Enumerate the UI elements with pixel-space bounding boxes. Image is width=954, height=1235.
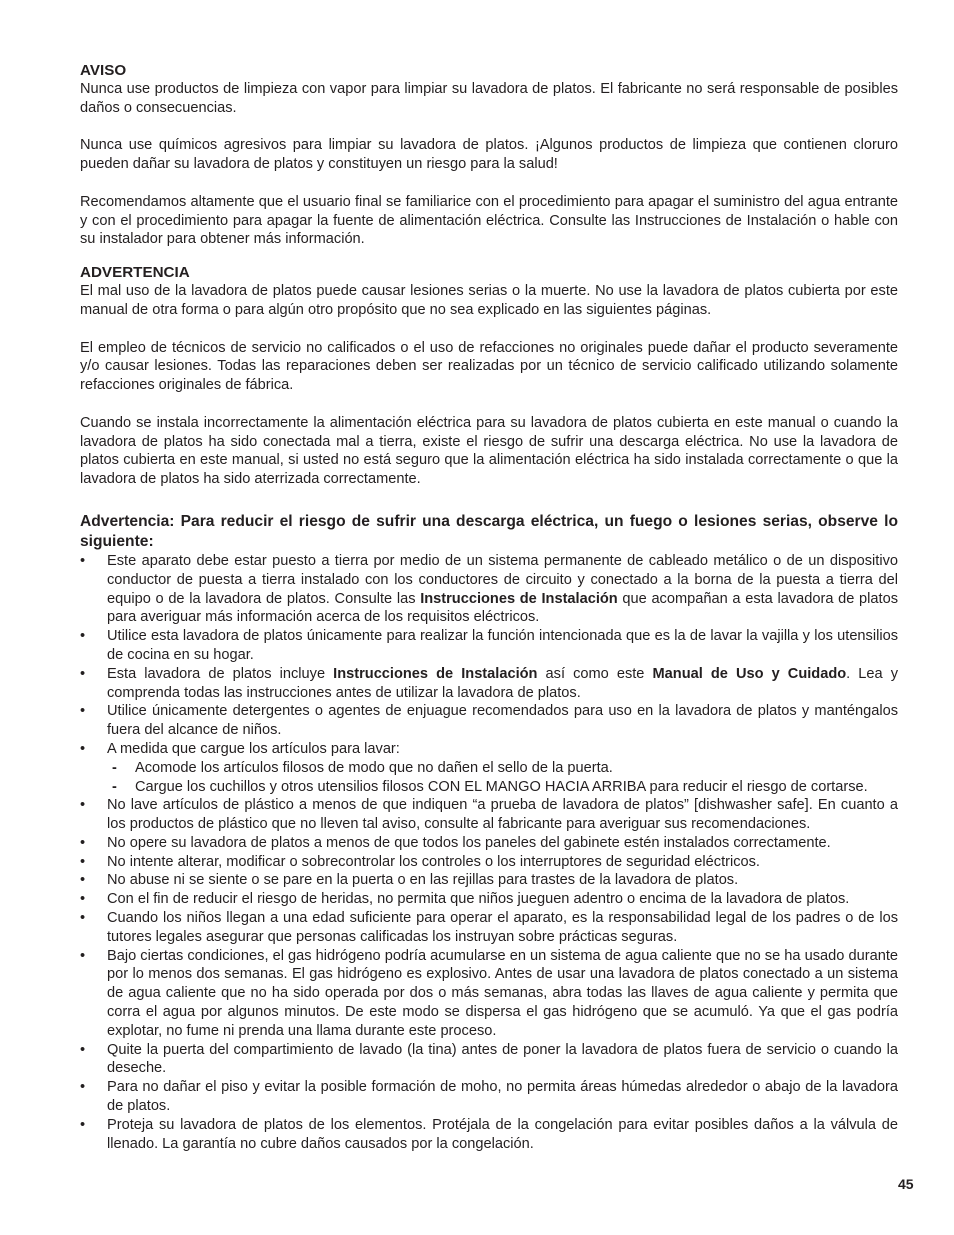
list-item: • Con el fin de reducir el riesgo de heridas, no permita que niños jueguen adentro o encima de la lavadora de platos. [80,891,850,908]
document-page [80,62,898,1153]
list-item: • Esta lavadora de platos incluye Instrucciones de Instalación así como este Manual de Uso y Cuidado. Lea y comprenda todas las instrucciones antes de utilizar la lavadora de platos. [80,665,899,701]
bold-ref-manual: Manual de Uso y Cuidado [652,665,847,682]
bullet-marker: • [80,703,86,720]
bold-ref-install: Instrucciones de Instalación [333,665,538,682]
advertencia-heading: ADVERTENCIA [80,264,190,282]
list-item: • Quite la puerta del compartimiento de lavado (la tina) antes de poner la lavadora de platos fuera de servicio o cuando la deseche. [80,1041,898,1077]
bullet-marker: • [80,740,86,757]
bullet-marker: • [80,947,86,964]
warning-list [80,552,898,1154]
list-item: • Bajo ciertas condiciones, el gas hidrógeno podría acumularse en un sistema de agua caliente que no se ha usado durante por lo menos dos semanas. El gas hidrógeno es explosivo. Antes de usar una lavadora de platos conectado a un sistema de agua caliente que no ha sido operada por dos o más semanas, abra todas las llaves de agua caliente y permita que corra el agua por algunos minutos. De este modo se dispersa el gas hidrógeno que se acumuló. Ya que el gas podría explotar, no fume ni prenda una llama durante este proceso. [80,947,898,1039]
bullet-marker: • [80,628,86,645]
page-number: 45 [898,1176,914,1192]
bullet-marker: • [80,1041,86,1058]
list-item: • No opere su lavadora de platos a menos de que todos los paneles del gabinete estén instalados correctamente. [80,834,831,851]
bullet-marker: • [80,1079,86,1096]
list-item: • Cuando los niños llegan a una edad suficiente para operar el aparato, es la responsabilidad legal de los padres o de los tutores legales asegurar que personas calificadas los instruyan sobre prácticas seguras. [80,910,898,945]
list-item: • No intente alterar, modificar o sobrecontrolar los controles o los interruptores de seguridad eléctricos. [80,853,760,870]
bullet-marker: • [80,872,86,889]
advertencia-paragraph-1: El mal uso de la lavadora de platos puede causar lesiones serias o la muerte. No use la lavadora de platos cubierta por este manual de otra forma o para algún otro propósito que no sea explicado en las siguientes páginas. [80,283,898,318]
aviso-heading: AVISO [80,62,127,79]
bullet-marker: • [80,891,86,908]
bullet-marker: • [80,853,86,870]
list-item: • Utilice únicamente detergentes o agentes de enjuague recomendados para uso en la lavadora de platos y manténgalos fuera del alcance de niños. [80,703,898,739]
dash-marker: - [112,759,117,776]
aviso-paragraph-3: Recomendamos altamente que el usuario final se familiarice con el procedimiento para apagar el suministro del agua entrante y con el procedimiento para apagar la fuente de alimentación eléctrica. Consulte las Instrucciones de Instalación o hable con su instalador para obtener más información. [80,193,898,248]
bullet-marker: • [80,552,86,569]
bullet-marker: • [80,834,86,851]
bullet-marker: • [80,1116,86,1133]
list-item: • A medida que cargue los artículos para lavar: - Acomode los artículos filosos de modo que no dañen el sello de la puerta. - Cargue los cuchillos y otros utensilios filosos CON EL MANGO HACIA ARRIBA para reducir el riesgo de cortarse. [80,740,898,796]
list-item: • No lave artículos de plástico a menos de que indiquen “a prueba de lavadora de platos” [dishwasher safe]. En cuanto a los productos de plástico que no lleven tal aviso, consulte al fabricante para averiguar sus recomendaciones. [80,797,898,833]
advertencia-paragraph-3: Cuando se instala incorrectamente la alimentación eléctrica para su lavadora de platos cubierta en este manual o cuando la lavadora de platos ha sido conectada mal a tierra, existe el riesgo de sufrir una descarga eléctrica. No use la lavadora de platos cubierta en este manual, si usted no está seguro que la alimentación eléctrica ha sido instalada correctamente o que la lavadora de platos ha sido aterrizada correctamente. [80,414,898,488]
sub-list [107,759,898,797]
list-item: • Proteja su lavadora de platos de los elementos. Protéjala de la congelación para evitar posibles daños a la válvula de llenado. La garantía no cubre daños causados por la congelación. [80,1116,898,1152]
advertencia-paragraph-2: El empleo de técnicos de servicio no calificados o el uso de refacciones no originales puede dañar el producto severamente y/o causar lesiones. Todas las reparaciones deben ser realizadas por un técnico de servicio calificado utilizando solamente refacciones originales de fábrica. [80,339,898,394]
list-item: • No abuse ni se siente o se pare en la puerta o en las rejillas para trastes de la lavadora de platos. [80,872,739,889]
bullet-marker: • [80,910,86,927]
warning-list-heading: Advertencia: Para reducir el riesgo de sufrir una descarga eléctrica, un fuego o lesiones serias, observe lo siguiente: [80,512,898,550]
list-item: • Utilice esta lavadora de platos únicamente para realizar la función intencionada que es la de lavar la vajilla y los utensilios de cocina en su hogar. [80,628,898,663]
bold-ref-install: Instrucciones de Instalación [420,590,618,607]
bullet-marker: • [80,797,86,814]
sub-list-item: - Cargue los cuchillos y otros utensilios filosos CON EL MANGO HACIA ARRIBA para reducir el riesgo de cortarse. [112,778,868,795]
aviso-paragraph-2: Nunca use químicos agresivos para limpiar su lavadora de platos. ¡Algunos productos de limpieza que contienen cloruro pueden dañar su lavadora de platos y constituyen un riesgo para la salud! [80,137,898,173]
sub-list-item: - Acomode los artículos filosos de modo que no dañen el sello de la puerta. [112,759,613,776]
list-item: • Este aparato debe estar puesto a tierra por medio de un sistema permanente de cableado metálico o de un dispositivo conductor de puesta a tierra instalado con los conductores de circuito y conectado a la borna de la puesta a tierra del equipo o de la lavadora de platos. Consulte las Instrucciones de Instalación que acompañan a esta lavadora de platos para averiguar más información acerca de los requisitos eléctricos. [80,552,898,626]
aviso-paragraph-1: Nunca use productos de limpieza con vapor para limpiar su lavadora de platos. El fabricante no será responsable de posibles daños o consecuencias. [80,81,898,116]
bullet-marker: • [80,665,86,682]
dash-marker: - [112,778,117,795]
list-item: • Para no dañar el piso y evitar la posible formación de moho, no permita áreas húmedas alrededor o abajo de la lavadora de platos. [80,1079,898,1115]
